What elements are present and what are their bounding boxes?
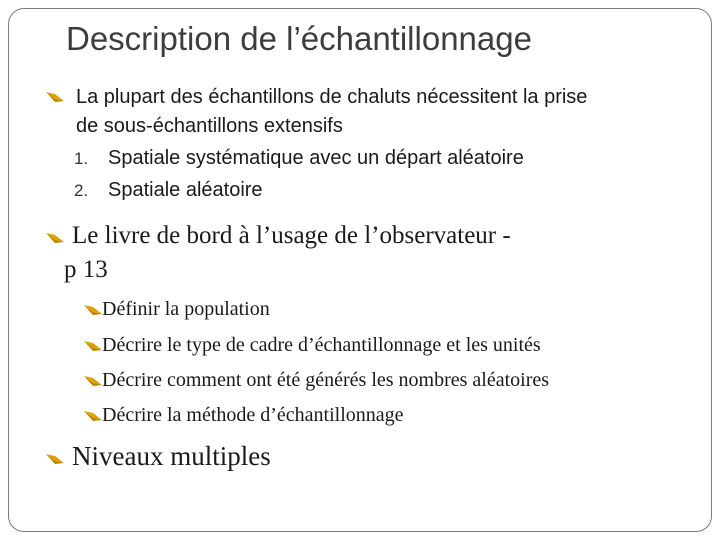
numbered-item-2-text: Spatiale aléatoire xyxy=(108,179,263,201)
numbered-item-2-number: 2. xyxy=(74,181,89,200)
bullet-2-line-2: p 13 xyxy=(64,256,108,283)
caret-bullet-icon xyxy=(84,411,102,421)
sub-item-1: Définir la population xyxy=(102,298,270,320)
caret-bullet-icon xyxy=(46,233,64,243)
caret-bullet-icon xyxy=(84,341,102,351)
numbered-item-1-number: 1. xyxy=(74,149,89,168)
bullet-3-line-1: Niveaux multiples xyxy=(72,441,271,471)
caret-bullet-icon xyxy=(46,454,64,464)
caret-bullet-icon xyxy=(46,92,64,102)
sub-item-2: Décrire le type de cadre d’échantillonnage et les unités xyxy=(102,334,541,356)
bullet-1-line-1: La plupart des échantillons de chaluts nécessitent la prise xyxy=(76,86,588,108)
bullet-1-line-2: de sous-échantillons extensifs xyxy=(76,115,343,137)
sub-item-3: Décrire comment ont été générés les nombres aléatoires xyxy=(102,369,550,391)
numbered-item-2 xyxy=(74,179,263,202)
numbered-item-1 xyxy=(74,147,524,170)
sub-item-4: Décrire la méthode d’échantillonnage xyxy=(102,404,404,426)
caret-bullet-icon xyxy=(84,305,102,315)
slide-title: Description de l’échantillonnage xyxy=(66,20,532,57)
caret-bullet-icon xyxy=(84,376,102,386)
numbered-item-1-text: Spatiale systématique avec un départ aléatoire xyxy=(108,147,524,169)
bullet-2-line-1: Le livre de bord à l’usage de l’observateur - xyxy=(72,222,511,249)
